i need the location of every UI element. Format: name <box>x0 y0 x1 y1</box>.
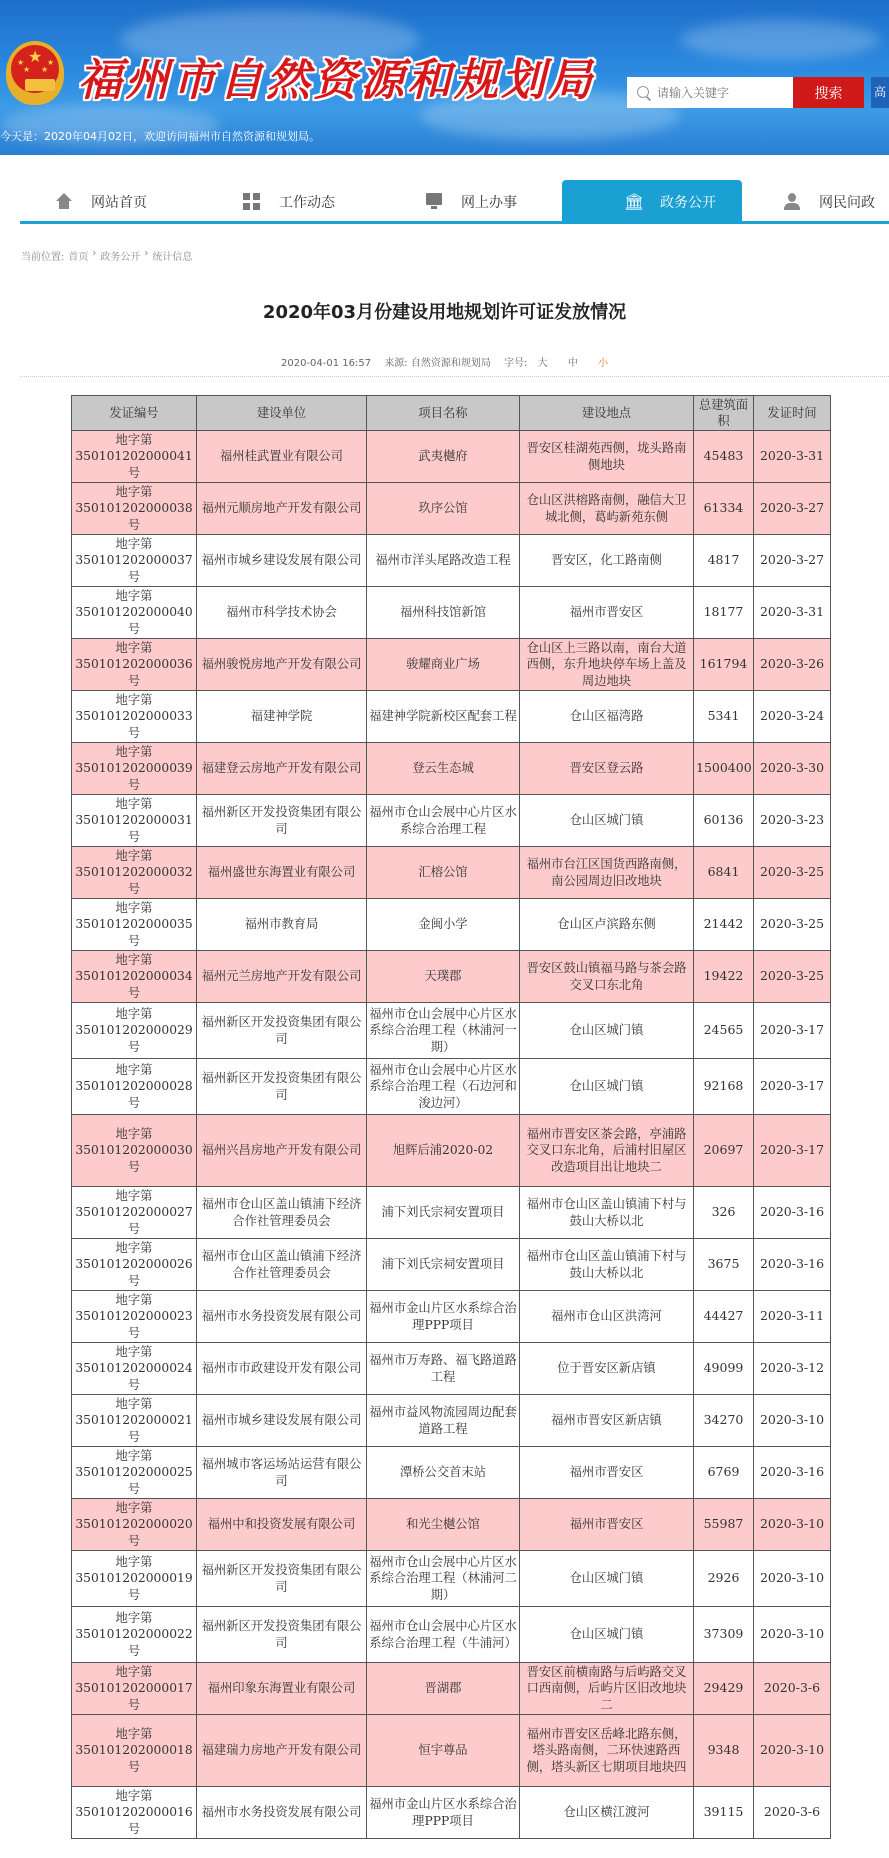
permits-table <box>71 395 831 1839</box>
cell-location: 仓山区洪榕路南侧，融信大卫城北侧，葛屿新苑东侧 <box>520 483 694 535</box>
cell-project: 福建神学院新校区配套工程 <box>367 691 520 743</box>
cell-permit-no: 地字第350101202000019号 <box>72 1551 197 1607</box>
cell-location: 晋安区登云路 <box>520 743 694 795</box>
cell-unit: 福州新区开发投资集团有限公司 <box>197 1607 367 1663</box>
nav-item-label: 网站首页 <box>91 195 147 211</box>
cell-unit: 福州新区开发投资集团有限公司 <box>197 1003 367 1059</box>
nav-item-label: 网民问政 <box>819 195 875 211</box>
cell-location: 福州市仓山区盖山镇浦下村与鼓山大桥以北 <box>520 1187 694 1239</box>
cell-area: 6769 <box>694 1447 754 1499</box>
advanced-search-button[interactable]: 高 <box>871 77 889 108</box>
cell-area: 44427 <box>694 1291 754 1343</box>
cell-unit: 福州元兰房地产开发有限公司 <box>197 951 367 1003</box>
article-meta <box>0 354 889 369</box>
article-source: 来源: 自然资源和规划局 <box>384 358 491 369</box>
cell-permit-no: 地字第350101202000016号 <box>72 1787 197 1839</box>
cell-location: 晋安区，化工路南侧 <box>520 535 694 587</box>
cell-date: 2020-3-23 <box>754 795 831 847</box>
nav-item-citizen-inquiry[interactable] <box>783 180 889 224</box>
cell-unit: 福州市教育局 <box>197 899 367 951</box>
cell-location: 仓山区城门镇 <box>520 1059 694 1115</box>
bank-icon: 🏛 <box>624 192 645 211</box>
breadcrumb-link-stats[interactable]: 统计信息 <box>152 252 193 263</box>
cell-permit-no: 地字第350101202000033号 <box>72 691 197 743</box>
breadcrumb-separator: › <box>144 248 149 259</box>
divider <box>20 376 889 377</box>
cell-unit: 福建登云房地产开发有限公司 <box>197 743 367 795</box>
cell-date: 2020-3-16 <box>754 1239 831 1291</box>
cell-unit: 福州新区开发投资集团有限公司 <box>197 1551 367 1607</box>
table-row <box>72 1239 831 1291</box>
table-row <box>72 1607 831 1663</box>
table-row <box>72 743 831 795</box>
cell-date: 2020-3-24 <box>754 691 831 743</box>
cell-date: 2020-3-10 <box>754 1395 831 1447</box>
cell-project: 福州市仓山会展中心片区水系综合治理工程（林浦河一期） <box>367 1003 520 1059</box>
page-title: 2020年03月份建设用地规划许可证发放情况 <box>262 302 627 323</box>
cell-date: 2020-3-10 <box>754 1715 831 1787</box>
cell-project: 汇榕公馆 <box>367 847 520 899</box>
cell-unit: 福州骏悦房地产开发有限公司 <box>197 639 367 691</box>
cell-location: 福州市台江区国货西路南侧，南公园周边旧改地块 <box>520 847 694 899</box>
cell-permit-no: 地字第350101202000025号 <box>72 1447 197 1499</box>
cell-area: 61334 <box>694 483 754 535</box>
breadcrumb <box>21 248 192 263</box>
cell-unit: 福州市水务投资发展有限公司 <box>197 1291 367 1343</box>
cell-area: 92168 <box>694 1059 754 1115</box>
cell-area: 20697 <box>694 1115 754 1187</box>
breadcrumb-prefix: 当前位置: <box>21 252 65 263</box>
table-row <box>72 1059 831 1115</box>
table-row <box>72 587 831 639</box>
main-nav <box>20 180 889 224</box>
table-row <box>72 1115 831 1187</box>
cell-project: 登云生态城 <box>367 743 520 795</box>
cell-project: 福州市洋头尾路改造工程 <box>367 535 520 587</box>
cell-permit-no: 地字第350101202000028号 <box>72 1059 197 1115</box>
cell-unit: 福州兴昌房地产开发有限公司 <box>197 1115 367 1187</box>
table-row <box>72 1447 831 1499</box>
site-title[interactable]: 福州市自然资源和规划局 <box>78 55 595 106</box>
table-row <box>72 1395 831 1447</box>
table-body <box>72 431 831 1839</box>
cell-unit: 福州市市政建设开发有限公司 <box>197 1343 367 1395</box>
cell-permit-no: 地字第350101202000041号 <box>72 431 197 483</box>
cell-unit: 福州新区开发投资集团有限公司 <box>197 795 367 847</box>
cell-area: 5341 <box>694 691 754 743</box>
cell-area: 1500400 <box>694 743 754 795</box>
cell-date: 2020-3-16 <box>754 1447 831 1499</box>
cell-location: 福州市晋安区茶会路，亭浦路交叉口东北角，后浦村旧屋区改造项目出让地块二 <box>520 1115 694 1187</box>
cell-date: 2020-3-31 <box>754 587 831 639</box>
cell-date: 2020-3-17 <box>754 1059 831 1115</box>
cell-unit: 福州新区开发投资集团有限公司 <box>197 1059 367 1115</box>
nav-item-label: 网上办事 <box>461 195 517 211</box>
cell-date: 2020-3-25 <box>754 847 831 899</box>
table-row <box>72 535 831 587</box>
nav-item-label: 工作动态 <box>279 195 335 211</box>
grid-icon <box>243 193 261 211</box>
cell-permit-no: 地字第350101202000039号 <box>72 743 197 795</box>
col-header-area: 总建筑面积 <box>694 396 754 431</box>
table-row <box>72 847 831 899</box>
cell-project: 福州市仓山会展中心片区水系综合治理工程（石边河和浚边河） <box>367 1059 520 1115</box>
cell-permit-no: 地字第350101202000031号 <box>72 795 197 847</box>
table-row <box>72 691 831 743</box>
cell-unit: 福州城市客运场站运营有限公司 <box>197 1447 367 1499</box>
cell-permit-no: 地字第350101202000020号 <box>72 1499 197 1551</box>
national-emblem-icon[interactable]: ★ ★ ★ ★ ★ <box>6 41 64 105</box>
cell-date: 2020-3-17 <box>754 1115 831 1187</box>
monitor-icon <box>425 193 443 211</box>
cell-date: 2020-3-10 <box>754 1551 831 1607</box>
cell-unit: 福建神学院 <box>197 691 367 743</box>
cell-area: 21442 <box>694 899 754 951</box>
cell-project: 武夷樾府 <box>367 431 520 483</box>
cell-date: 2020-3-12 <box>754 1343 831 1395</box>
cell-date: 2020-3-25 <box>754 899 831 951</box>
cell-date: 2020-3-6 <box>754 1663 831 1715</box>
nav-item-home[interactable] <box>55 180 185 224</box>
cell-project: 福州市金山片区水系综合治理PPP项目 <box>367 1787 520 1839</box>
cell-unit: 福州市仓山区盖山镇浦下经济合作社管理委员会 <box>197 1187 367 1239</box>
cell-unit: 福州市仓山区盖山镇浦下经济合作社管理委员会 <box>197 1239 367 1291</box>
cell-permit-no: 地字第350101202000029号 <box>72 1003 197 1059</box>
cell-unit: 福州中和投资发展有限公司 <box>197 1499 367 1551</box>
nav-item-government-affairs[interactable] <box>562 180 742 224</box>
nav-item-label: 政务公开 <box>660 195 716 211</box>
cell-location: 晋安区桂湖苑西侧，垅头路南侧地块 <box>520 431 694 483</box>
cell-date: 2020-3-11 <box>754 1291 831 1343</box>
cell-permit-no: 地字第350101202000024号 <box>72 1343 197 1395</box>
cell-location: 福州市晋安区新店镇 <box>520 1395 694 1447</box>
cell-project: 潭桥公交首末站 <box>367 1447 520 1499</box>
cell-location: 仓山区城门镇 <box>520 1003 694 1059</box>
cell-project: 福州市益风物流园周边配套道路工程 <box>367 1395 520 1447</box>
cell-date: 2020-3-17 <box>754 1003 831 1059</box>
breadcrumb-link-gov[interactable]: 政务公开 <box>100 252 141 263</box>
cell-location: 福州市仓山区洪湾河 <box>520 1291 694 1343</box>
table-row <box>72 639 831 691</box>
cell-area: 29429 <box>694 1663 754 1715</box>
cell-unit: 福州元顺房地产开发有限公司 <box>197 483 367 535</box>
cell-location: 福州市晋安区 <box>520 587 694 639</box>
cell-unit: 福州市水务投资发展有限公司 <box>197 1787 367 1839</box>
cell-permit-no: 地字第350101202000018号 <box>72 1715 197 1787</box>
cell-project: 骏耀商业广场 <box>367 639 520 691</box>
table-row <box>72 483 831 535</box>
cell-date: 2020-3-10 <box>754 1607 831 1663</box>
cell-area: 9348 <box>694 1715 754 1787</box>
cell-date: 2020-3-26 <box>754 639 831 691</box>
cell-location: 晋安区鼓山镇福马路与茶会路交叉口东北角 <box>520 951 694 1003</box>
cell-unit: 福州市科学技术协会 <box>197 587 367 639</box>
cell-project: 和光尘樾公馆 <box>367 1499 520 1551</box>
cell-project: 福州市仓山会展中心片区水系综合治理工程（林浦河二期） <box>367 1551 520 1607</box>
welcome-text: 今天是：2020年04月02日，欢迎访问福州市自然资源和规划局。 <box>0 130 320 143</box>
cell-project: 浦下刘氏宗祠安置项目 <box>367 1239 520 1291</box>
cell-project: 福州市仓山会展中心片区水系综合治理工程（牛浦河） <box>367 1607 520 1663</box>
table-row <box>72 1715 831 1787</box>
cell-date: 2020-3-31 <box>754 431 831 483</box>
cell-project: 福州市金山片区水系综合治理PPP项目 <box>367 1291 520 1343</box>
cell-unit: 福州市城乡建设发展有限公司 <box>197 535 367 587</box>
user-icon <box>783 193 801 211</box>
cell-project: 玖序公馆 <box>367 483 520 535</box>
table-row <box>72 1551 831 1607</box>
cell-permit-no: 地字第350101202000030号 <box>72 1115 197 1187</box>
cell-area: 24565 <box>694 1003 754 1059</box>
cell-area: 4817 <box>694 535 754 587</box>
cell-date: 2020-3-16 <box>754 1187 831 1239</box>
cell-unit: 福州印象东海置业有限公司 <box>197 1663 367 1715</box>
table-row <box>72 1499 831 1551</box>
font-size-large[interactable]: 大 <box>537 358 548 369</box>
cell-permit-no: 地字第350101202000037号 <box>72 535 197 587</box>
site-banner <box>0 0 889 155</box>
search-icon <box>637 86 651 100</box>
cell-location: 仓山区横江渡河 <box>520 1787 694 1839</box>
cell-location: 仓山区卢滨路东侧 <box>520 899 694 951</box>
cell-permit-no: 地字第350101202000017号 <box>72 1663 197 1715</box>
cell-location: 仓山区城门镇 <box>520 795 694 847</box>
cell-permit-no: 地字第350101202000035号 <box>72 899 197 951</box>
cell-location: 位于晋安区新店镇 <box>520 1343 694 1395</box>
cell-date: 2020-3-30 <box>754 743 831 795</box>
cell-project: 旭辉后浦2020-02 <box>367 1115 520 1187</box>
col-header-location: 建设地点 <box>520 396 694 431</box>
cell-unit: 福州盛世东海置业有限公司 <box>197 847 367 899</box>
cell-permit-no: 地字第350101202000027号 <box>72 1187 197 1239</box>
nav-item-online-services[interactable] <box>425 180 555 224</box>
font-size-label: 字号: <box>504 358 528 369</box>
table-row <box>72 1787 831 1839</box>
cell-area: 45483 <box>694 431 754 483</box>
cell-area: 55987 <box>694 1499 754 1551</box>
col-header-project: 项目名称 <box>367 396 520 431</box>
cell-unit: 福建瑞力房地产开发有限公司 <box>197 1715 367 1787</box>
cell-permit-no: 地字第350101202000022号 <box>72 1607 197 1663</box>
cell-project: 晋湖郡 <box>367 1663 520 1715</box>
table-row <box>72 1291 831 1343</box>
cell-area: 326 <box>694 1187 754 1239</box>
cell-location: 仓山区城门镇 <box>520 1607 694 1663</box>
cell-project: 浦下刘氏宗祠安置项目 <box>367 1187 520 1239</box>
cell-permit-no: 地字第350101202000032号 <box>72 847 197 899</box>
breadcrumb-separator: › <box>92 248 97 259</box>
cell-project: 恒宇尊品 <box>367 1715 520 1787</box>
col-header-date: 发证时间 <box>754 396 831 431</box>
publish-date: 2020-04-01 16:57 <box>281 358 372 369</box>
table-header-row <box>72 396 831 431</box>
cell-area: 34270 <box>694 1395 754 1447</box>
cell-permit-no: 地字第350101202000036号 <box>72 639 197 691</box>
cell-permit-no: 地字第350101202000038号 <box>72 483 197 535</box>
search-input[interactable] <box>657 86 787 100</box>
cell-area: 37309 <box>694 1607 754 1663</box>
cell-permit-no: 地字第350101202000023号 <box>72 1291 197 1343</box>
cell-date: 2020-3-27 <box>754 483 831 535</box>
table-row <box>72 899 831 951</box>
table-row <box>72 951 831 1003</box>
font-size-small[interactable]: 小 <box>598 358 608 369</box>
cell-project: 金闽小学 <box>367 899 520 951</box>
cell-date: 2020-3-25 <box>754 951 831 1003</box>
cell-permit-no: 地字第350101202000026号 <box>72 1239 197 1291</box>
cell-location: 福州市晋安区 <box>520 1447 694 1499</box>
cell-location: 仓山区城门镇 <box>520 1551 694 1607</box>
cell-area: 161794 <box>694 639 754 691</box>
nav-item-work-news[interactable] <box>243 180 373 224</box>
search-button[interactable]: 搜索 <box>793 77 864 108</box>
cell-project: 福州市万寿路、福飞路道路工程 <box>367 1343 520 1395</box>
cloud-decoration <box>680 20 880 60</box>
home-icon <box>55 193 73 211</box>
cell-permit-no: 地字第350101202000034号 <box>72 951 197 1003</box>
search-box[interactable] <box>627 77 793 108</box>
cell-unit: 福州市城乡建设发展有限公司 <box>197 1395 367 1447</box>
table-row <box>72 1343 831 1395</box>
cell-location: 晋安区前横南路与后屿路交叉口西南侧，后屿片区旧改地块二 <box>520 1663 694 1715</box>
cell-area: 49099 <box>694 1343 754 1395</box>
col-header-permit-no: 发证编号 <box>72 396 197 431</box>
cell-area: 2926 <box>694 1551 754 1607</box>
cell-area: 6841 <box>694 847 754 899</box>
cell-location: 仓山区福湾路 <box>520 691 694 743</box>
font-size-medium[interactable]: 中 <box>567 358 578 369</box>
cell-unit: 福州桂武置业有限公司 <box>197 431 367 483</box>
cell-location: 仓山区上三路以南，南台大道西侧，东升地块停车场上盖及周边地块 <box>520 639 694 691</box>
cell-project: 福州市仓山会展中心片区水系综合治理工程 <box>367 795 520 847</box>
breadcrumb-link-home[interactable]: 首页 <box>68 252 89 263</box>
table-row <box>72 431 831 483</box>
cell-area: 60136 <box>694 795 754 847</box>
table-row <box>72 795 831 847</box>
cell-area: 3675 <box>694 1239 754 1291</box>
cell-area: 39115 <box>694 1787 754 1839</box>
cell-project: 福州科技馆新馆 <box>367 587 520 639</box>
cell-permit-no: 地字第350101202000040号 <box>72 587 197 639</box>
cell-location: 福州市晋安区 <box>520 1499 694 1551</box>
cell-date: 2020-3-27 <box>754 535 831 587</box>
cell-permit-no: 地字第350101202000021号 <box>72 1395 197 1447</box>
cell-date: 2020-3-6 <box>754 1787 831 1839</box>
cell-location: 福州市仓山区盖山镇浦下村与鼓山大桥以北 <box>520 1239 694 1291</box>
table-row <box>72 1663 831 1715</box>
table-row <box>72 1187 831 1239</box>
col-header-unit: 建设单位 <box>197 396 367 431</box>
cell-location: 福州市晋安区岳峰北路东侧，塔头路南侧，二环快速路西侧，塔头新区七期项目地块四 <box>520 1715 694 1787</box>
cell-area: 18177 <box>694 587 754 639</box>
cell-area: 19422 <box>694 951 754 1003</box>
cell-project: 天璞郡 <box>367 951 520 1003</box>
table-row <box>72 1003 831 1059</box>
cell-date: 2020-3-10 <box>754 1499 831 1551</box>
